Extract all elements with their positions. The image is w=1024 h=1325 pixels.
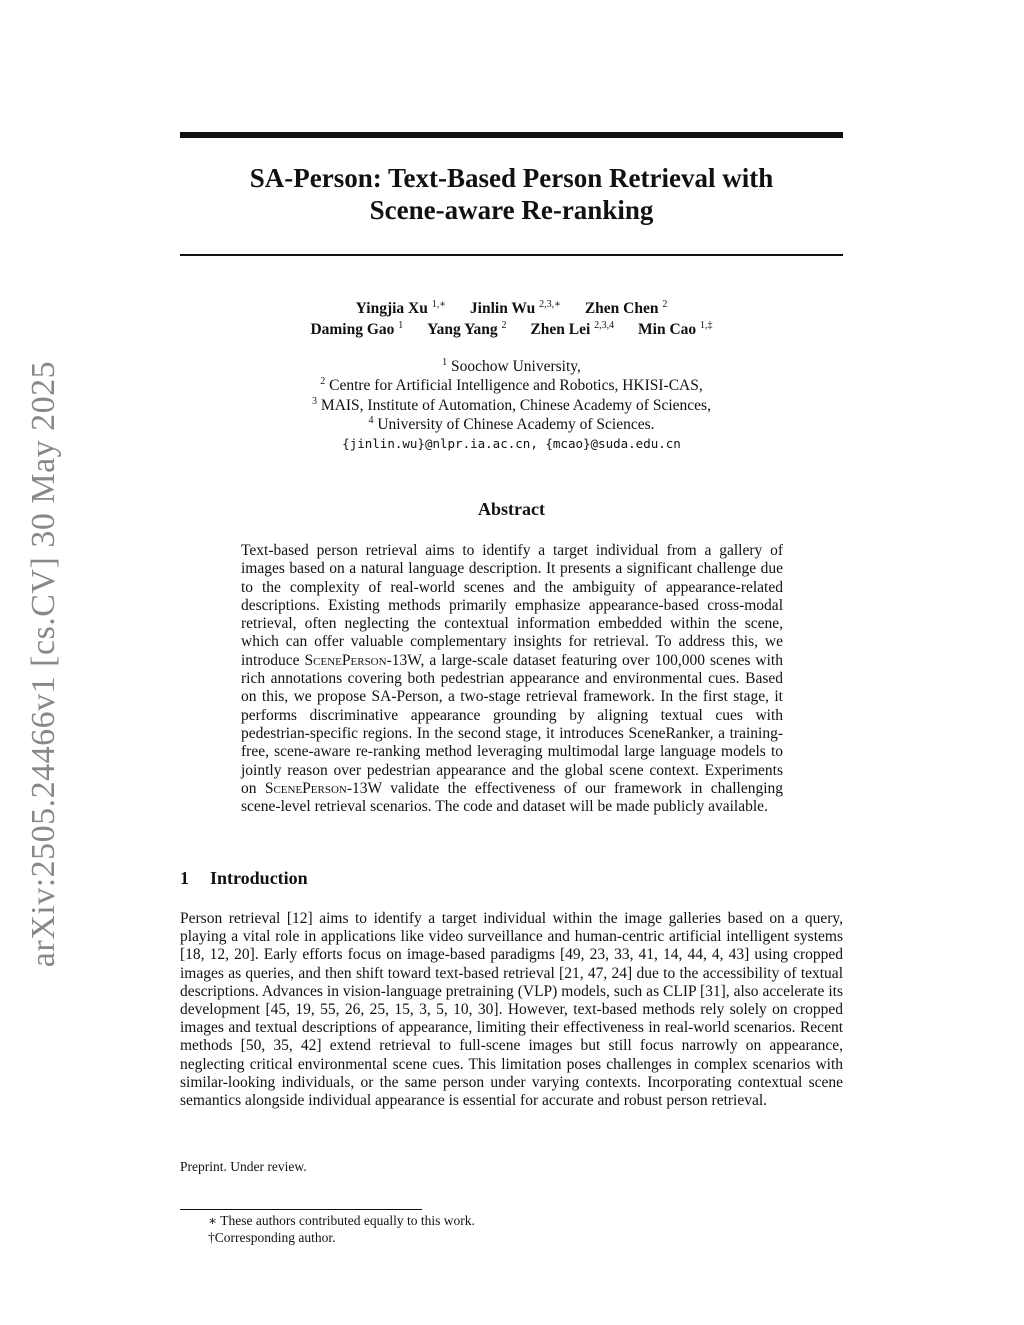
contact-emails[interactable]: {jinlin.wu}@nlpr.ia.ac.cn, {mcao}@suda.edu.cn bbox=[342, 436, 681, 452]
abstract-text: validate the effectiveness of our framework in challenging scene-level retrieval scenarios. The code and dataset will be made publicly available. bbox=[241, 779, 784, 816]
affiliation-line bbox=[180, 396, 843, 415]
affiliation-mark: 2 bbox=[320, 376, 326, 388]
author-row-1 bbox=[180, 298, 843, 319]
arxiv-identifier-stamp: arXiv:2505.24466v1 [cs.CV] 30 May 2025 bbox=[25, 360, 62, 968]
author-affil-mark: 2 bbox=[662, 299, 668, 310]
author-name: Daming Gao bbox=[310, 321, 395, 338]
affiliations-block bbox=[180, 357, 843, 453]
author bbox=[470, 300, 561, 317]
preprint-note: Preprint. Under review. bbox=[180, 1159, 307, 1174]
author-row-2 bbox=[180, 319, 843, 340]
paper-title bbox=[180, 162, 843, 226]
author-name: Min Cao bbox=[638, 321, 697, 338]
affiliation-mark: 4 bbox=[368, 414, 374, 426]
dataset-suffix: -13W bbox=[346, 779, 382, 797]
introduction-paragraph: Person retrieval [12] aims to identify a target individual within the image galleries based on a query, playing a vital role in applications like video surveillance and human-centric artificial intelligent systems [18, 12, 20]. Early efforts focus on image-based paradigms [49, 23, 33, 41, 14, 44, 4, 43] using cropped images as queries, and then shift toward text-based retrieval [21, 47, 24] due to the accessibility of textual descriptions. Advances in vision-language pretraining (VLP) models, such as CLIP [31], also accelerate its development [45, 19, 55, 26, 25, 15, 3, 5, 10, 30]. However, text-based methods rely solely on cropped images and textual descriptions of appearance, limiting their effectiveness in real-world scenarios. Recent methods [50, 35, 42] extend retrieval to full-scene images but still focus narrowly on appearance, neglecting critical environmental scene cues. This limitation poses challenges in complex scenarios with similar-looking individuals, or the same person under varying contexts. Incorporating contextual scene semantics alongside individual appearance is essential for accurate and robust person retrieval. bbox=[180, 910, 843, 1110]
section-heading-introduction bbox=[180, 868, 308, 889]
author-affil-mark: 1,‡ bbox=[700, 320, 713, 331]
author-name: Yang Yang bbox=[427, 321, 498, 338]
author bbox=[638, 321, 713, 338]
author-name: Zhen Lei bbox=[530, 321, 591, 338]
author bbox=[427, 321, 506, 338]
affiliation-mark: 3 bbox=[312, 395, 318, 407]
footnote-equal-contribution: ∗ These authors contributed equally to this work. bbox=[208, 1213, 475, 1228]
title-line-1: SA-Person: Text-Based Person Retrieval with bbox=[249, 163, 774, 193]
affiliation-line bbox=[180, 415, 843, 434]
author-affil-mark: 1 bbox=[398, 320, 404, 331]
section-title: Introduction bbox=[210, 868, 308, 888]
author-name: Zhen Chen bbox=[584, 300, 659, 317]
footnote-rule bbox=[180, 1209, 422, 1210]
author bbox=[530, 321, 614, 338]
dataset-suffix: -13W bbox=[386, 651, 421, 669]
affiliation-text: Centre for Artificial Intelligence and Robotics, HKISI-CAS, bbox=[329, 377, 703, 395]
author-affil-mark: 2 bbox=[501, 320, 507, 331]
affiliation-line bbox=[180, 357, 843, 376]
author-affil-mark: 2,3,4 bbox=[594, 320, 615, 331]
abstract-heading: Abstract bbox=[478, 499, 545, 519]
affiliation-text: MAIS, Institute of Automation, Chinese Academy of Sciences, bbox=[320, 396, 711, 414]
abstract-text: , a large-scale dataset featuring over 100,000 scenes with rich annotations covering both pedestrian appearance and environmental cues. Based on this, we propose SA-Person, a two-stage retrieval framework. In the first stage, it performs discriminative appearance grounding by aligning textual cues with pedestrian-specific regions. In the second stage, it introduces SceneRanker, a training-free, scene-aware re-ranking method leveraging multimodal large language models to jointly reason over pedestrian appearance and the global scene context. Experiments on bbox=[241, 651, 783, 797]
affiliation-text: University of Chinese Academy of Sciences. bbox=[377, 415, 655, 433]
dataset-name: ScenePerson bbox=[264, 779, 347, 797]
title-line-2: Scene-aware Re-ranking bbox=[369, 195, 654, 225]
author-name: Yingjia Xu bbox=[355, 300, 428, 317]
author-affil-mark: 2,3,∗ bbox=[539, 299, 561, 310]
footnote-corresponding-author: †Corresponding author. bbox=[208, 1230, 336, 1245]
author-block bbox=[180, 298, 843, 340]
author-affil-mark: 1,∗ bbox=[431, 299, 447, 310]
section-number: 1 bbox=[180, 868, 189, 888]
affiliation-text: Soochow University, bbox=[451, 358, 581, 375]
abstract-body bbox=[241, 542, 783, 816]
abstract-text: Text-based person retrieval aims to identify a target individual from a gallery of images based on a natural language description. It presents a significant challenge due to the complexity of real-world scenes and the ambiguity of appearance-related descriptions. Existing methods primarily emphasize appearance-based cross-modal retrieval, often neglecting the contextual information embedded within the scene, which can offer valuable complementary insights for retrieval. To address this, we introduce bbox=[241, 542, 783, 669]
footnotes bbox=[208, 1212, 475, 1246]
title-bottom-rule bbox=[180, 254, 843, 256]
author-name: Jinlin Wu bbox=[469, 300, 536, 317]
title-top-rule bbox=[180, 132, 843, 138]
affiliation-mark: 1 bbox=[442, 357, 448, 368]
author bbox=[356, 300, 446, 317]
dataset-name: ScenePerson bbox=[304, 651, 387, 669]
author bbox=[310, 321, 403, 338]
affiliation-line bbox=[180, 376, 843, 395]
author bbox=[585, 300, 668, 317]
